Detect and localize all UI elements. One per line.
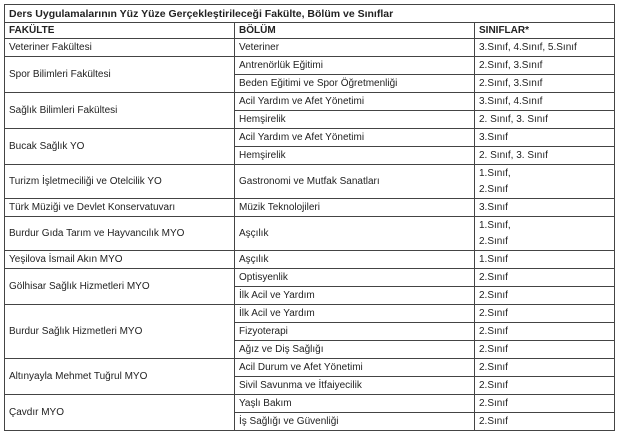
header-department: BÖLÜM [235,23,475,39]
department-cell: Ağız ve Diş Sağlığı [235,341,475,359]
department-cell: Hemşirelik [235,147,475,165]
classes-table [4,4,615,431]
department-cell: Yaşlı Bakım [235,395,475,413]
table-row [5,129,615,147]
table-title: Ders Uygulamalarının Yüz Yüze Gerçekleştirileceği Fakülte, Bölüm ve Sınıflar [5,5,615,23]
faculty-cell: Bucak Sağlık YO [5,129,235,165]
table-row [5,251,615,269]
header-faculty: FAKÜLTE [5,23,235,39]
faculty-cell: Altınyayla Mehmet Tuğrul MYO [5,359,235,395]
classes-cell: 3.Sınıf, 4.Sınıf, 5.Sınıf [475,39,615,57]
department-cell: Acil Yardım ve Afet Yönetimi [235,93,475,111]
classes-cell: 1.Sınıf, 2.Sınıf [475,165,615,199]
classes-cell: 2.Sınıf [475,395,615,413]
department-cell: Aşçılık [235,251,475,269]
department-cell: Optisyenlik [235,269,475,287]
classes-cell: 2.Sınıf [475,359,615,377]
table-row [5,39,615,57]
table-row [5,305,615,323]
faculty-cell: Veteriner Fakültesi [5,39,235,57]
table-container [4,4,614,431]
classes-cell: 2.Sınıf [475,269,615,287]
department-cell: Beden Eğitimi ve Spor Öğretmenliği [235,75,475,93]
table-row [5,57,615,75]
department-cell: İş Sağlığı ve Güvenliği [235,413,475,431]
classes-cell: 1.Sınıf [475,251,615,269]
department-cell: Fizyoterapi [235,323,475,341]
department-cell: Müzik Teknolojileri [235,199,475,217]
classes-cell: 2.Sınıf [475,323,615,341]
classes-cell: 2.Sınıf [475,413,615,431]
classes-cell: 1.Sınıf, 2.Sınıf [475,217,615,251]
table-row [5,217,615,251]
department-cell: İlk Acil ve Yardım [235,287,475,305]
classes-cell: 3.Sınıf [475,199,615,217]
faculty-cell: Çavdır MYO [5,395,235,431]
department-cell: Acil Yardım ve Afet Yönetimi [235,129,475,147]
department-cell: Sivil Savunma ve İtfaiyecilik [235,377,475,395]
department-cell: Gastronomi ve Mutfak Sanatları [235,165,475,199]
department-cell: Antrenörlük Eğitimi [235,57,475,75]
classes-cell: 2.Sınıf [475,287,615,305]
table-body [5,39,615,431]
faculty-cell: Spor Bilimleri Fakültesi [5,57,235,93]
table-row [5,395,615,413]
header-row [5,23,615,39]
classes-cell: 3.Sınıf [475,129,615,147]
faculty-cell: Sağlık Bilimleri Fakültesi [5,93,235,129]
faculty-cell: Turizm İşletmeciliği ve Otelcilik YO [5,165,235,199]
department-cell: Veteriner [235,39,475,57]
classes-cell: 3.Sınıf, 4.Sınıf [475,93,615,111]
table-row [5,93,615,111]
faculty-cell: Gölhisar Sağlık Hizmetleri MYO [5,269,235,305]
classes-cell: 2. Sınıf, 3. Sınıf [475,147,615,165]
header-classes: SINIFLAR* [475,23,615,39]
classes-cell: 2.Sınıf [475,377,615,395]
faculty-cell: Burdur Sağlık Hizmetleri MYO [5,305,235,359]
classes-cell: 2.Sınıf [475,305,615,323]
classes-cell: 2. Sınıf, 3. Sınıf [475,111,615,129]
department-cell: İlk Acil ve Yardım [235,305,475,323]
table-row [5,199,615,217]
faculty-cell: Türk Müziği ve Devlet Konservatuvarı [5,199,235,217]
department-cell: Hemşirelik [235,111,475,129]
department-cell: Acil Durum ve Afet Yönetimi [235,359,475,377]
classes-cell: 2.Sınıf, 3.Sınıf [475,57,615,75]
table-row [5,269,615,287]
classes-cell: 2.Sınıf [475,341,615,359]
title-row [5,5,615,23]
classes-cell: 2.Sınıf, 3.Sınıf [475,75,615,93]
table-row [5,165,615,199]
department-cell: Aşçılık [235,217,475,251]
table-row [5,359,615,377]
faculty-cell: Yeşilova İsmail Akın MYO [5,251,235,269]
faculty-cell: Burdur Gıda Tarım ve Hayvancılık MYO [5,217,235,251]
